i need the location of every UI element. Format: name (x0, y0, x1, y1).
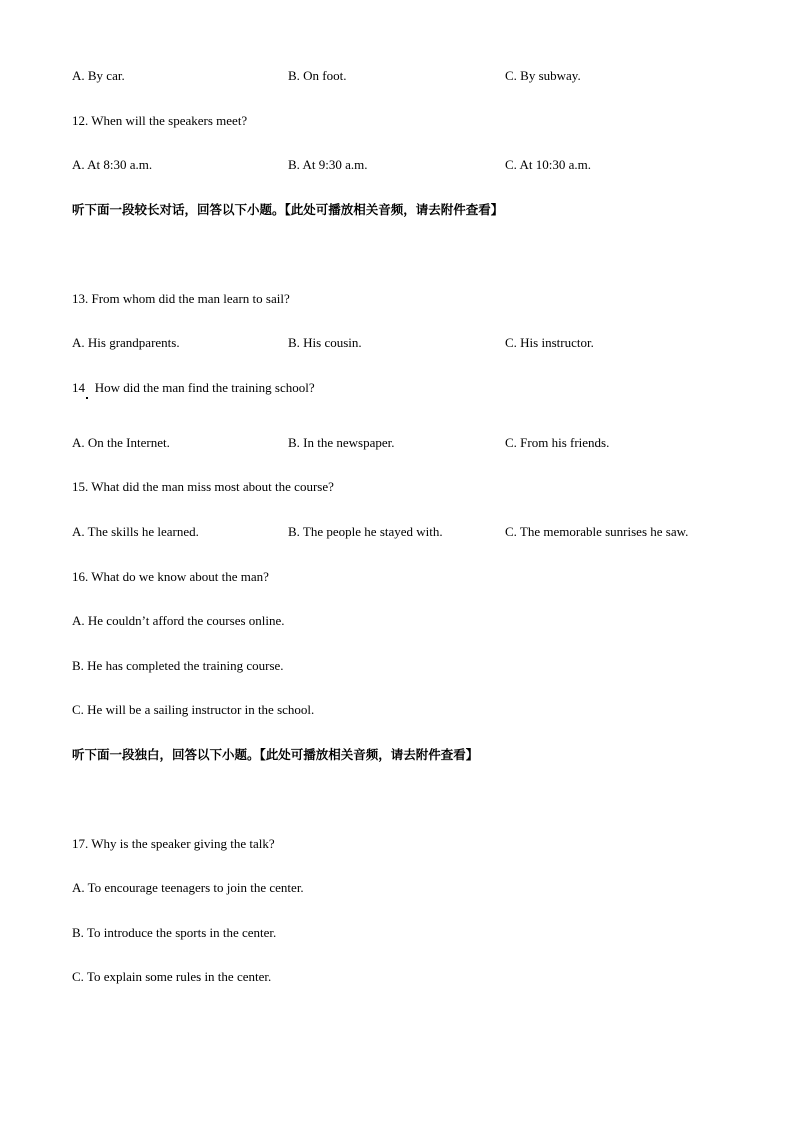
q11-option-a: A. By car. (72, 68, 125, 83)
q12-option-b: B. At 9:30 a.m. (288, 157, 368, 172)
q13-options (72, 335, 752, 351)
q13-question: 13. From whom did the man learn to sail? (72, 291, 290, 306)
q12-option-a: A. At 8:30 a.m. (72, 157, 153, 172)
q12-option-c: C. At 10:30 a.m. (505, 157, 591, 172)
q14-option-a: A. On the Internet. (72, 435, 170, 450)
instruction-long-dialogue: 听下面一段较长对话，回答以下小题。【此处可播放相关音频，请去附件查看】 (72, 202, 504, 217)
q14-options (72, 435, 752, 451)
q14-option-c: C. From his friends. (505, 435, 610, 450)
q14-question: 14 How did the man find the training school? (72, 380, 315, 395)
q17-option-c: C. To explain some rules in the center. (72, 969, 272, 984)
q17-option-b: B. To introduce the sports in the center. (72, 925, 277, 940)
q15-option-c: C. The memorable sunrises he saw. (505, 524, 689, 539)
q15-option-b: B. The people he stayed with. (288, 524, 443, 539)
q16-question: 16. What do we know about the man? (72, 569, 269, 584)
q16-option-a: A. He couldn’t afford the courses online. (72, 613, 285, 628)
q15-question: 15. What did the man miss most about the course? (72, 479, 334, 494)
q12-options (72, 157, 752, 173)
q17-question: 17. Why is the speaker giving the talk? (72, 836, 275, 851)
q16-option-c: C. He will be a sailing instructor in the school. (72, 702, 315, 717)
q11-option-b: B. On foot. (288, 68, 347, 83)
q14-option-b: B. In the newspaper. (288, 435, 395, 450)
q13-option-c: C. His instructor. (505, 335, 594, 350)
q13-option-a: A. His grandparents. (72, 335, 180, 350)
stray-dot-mark (86, 397, 88, 399)
q11-option-c: C. By subway. (505, 68, 581, 83)
q17-option-a: A. To encourage teenagers to join the center. (72, 880, 304, 895)
q15-option-a: A. The skills he learned. (72, 524, 199, 539)
q15-options (72, 524, 752, 540)
q16-option-b: B. He has completed the training course. (72, 658, 284, 673)
q13-option-b: B. His cousin. (288, 335, 362, 350)
instruction-monologue: 听下面一段独白，回答以下小题。【此处可播放相关音频，请去附件查看】 (72, 747, 479, 762)
q11-options (72, 68, 752, 84)
q12-question: 12. When will the speakers meet? (72, 113, 248, 128)
